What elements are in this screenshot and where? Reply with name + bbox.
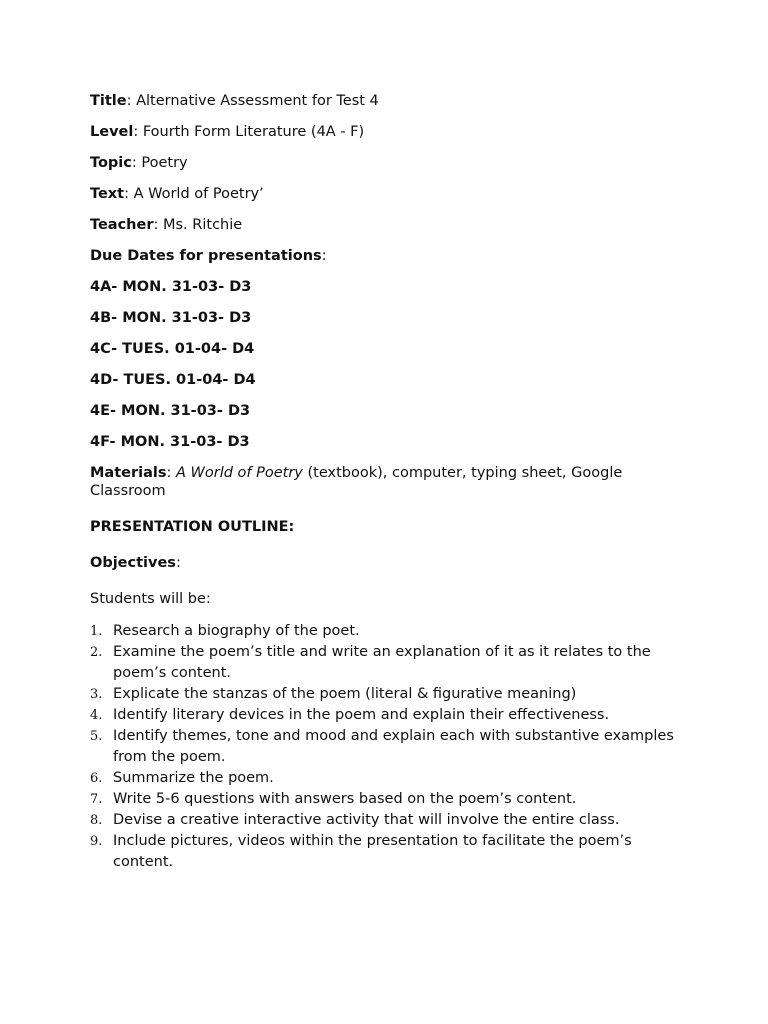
materials-label: Materials — [90, 465, 167, 481]
due-date-text: 4C- TUES. 01-04- D4 — [90, 341, 255, 357]
due-dates-list — [90, 278, 690, 451]
due-date-4c — [90, 340, 690, 358]
presentation-outline-heading: PRESENTATION OUTLINE: — [90, 519, 295, 535]
due-date-text: 4F- MON. 31-03- D3 — [90, 434, 250, 450]
teacher-value: : Ms. Ritchie — [153, 217, 243, 233]
list-item-number: 4. — [90, 708, 103, 723]
objectives-list — [90, 621, 690, 873]
list-item-number: 8. — [90, 813, 103, 828]
objectives-lead: Students will be: — [90, 591, 211, 607]
list-item-number: 3. — [90, 687, 103, 702]
list-item-text: Explicate the stanzas of the poem (literal & figurative meaning) — [113, 686, 577, 702]
list-item — [90, 621, 690, 642]
due-dates-heading — [90, 247, 690, 265]
teacher-label: Teacher — [90, 217, 154, 233]
list-item-number: 9. — [90, 834, 103, 849]
title-value: : Alternative Assessment for Test 4 — [126, 93, 379, 109]
list-item — [90, 705, 690, 726]
materials-list: (textbook), computer, typing sheet, Google Classroom — [90, 465, 623, 499]
materials-sep: : — [166, 465, 176, 481]
objectives-heading — [90, 554, 690, 572]
objectives-label: Objectives — [90, 555, 176, 571]
list-item-number: 6. — [90, 771, 103, 786]
list-item-number: 2. — [90, 645, 103, 660]
list-item-number: 1. — [90, 624, 103, 639]
due-date-text: 4A- MON. 31-03- D3 — [90, 279, 252, 295]
list-item-text: Examine the poem’s title and write an explanation of it as it relates to the poem’s content. — [113, 644, 651, 681]
list-item — [90, 789, 690, 810]
topic-label: Topic — [90, 155, 132, 171]
due-date-4d — [90, 371, 690, 389]
level-value: : Fourth Form Literature (4A - F) — [133, 124, 365, 140]
level-field — [90, 123, 690, 141]
text-label: Text — [90, 186, 125, 202]
list-item-text: Devise a creative interactive activity that will involve the entire class. — [113, 812, 620, 828]
due-date-4e — [90, 402, 690, 420]
list-item-number: 5. — [90, 729, 103, 744]
list-item — [90, 642, 690, 684]
text-field — [90, 185, 690, 203]
list-item-text: Research a biography of the poet. — [113, 623, 360, 639]
topic-field — [90, 154, 690, 172]
due-date-4f — [90, 433, 690, 451]
title-field — [90, 92, 690, 110]
objectives-sep: : — [175, 555, 181, 571]
list-item — [90, 768, 690, 789]
level-label: Level — [90, 124, 134, 140]
due-date-4b — [90, 309, 690, 327]
list-item-text: Identify themes, tone and mood and explain each with substantive examples from the poem. — [113, 728, 674, 765]
due-date-text: 4B- MON. 31-03- D3 — [90, 310, 252, 326]
list-item — [90, 810, 690, 831]
list-item-text: Summarize the poem. — [113, 770, 274, 786]
list-item — [90, 831, 690, 873]
due-date-text: 4E- MON. 31-03- D3 — [90, 403, 251, 419]
due-dates-sep: : — [321, 248, 327, 264]
teacher-field — [90, 216, 690, 234]
list-item-text: Include pictures, videos within the presentation to facilitate the poem’s content. — [113, 833, 632, 870]
document-body — [90, 92, 690, 873]
list-item-text: Identify literary devices in the poem and explain their effectiveness. — [113, 707, 610, 723]
materials-textbook-title: A World of Poetry — [176, 465, 303, 481]
title-label: Title — [90, 93, 127, 109]
materials-field — [90, 464, 690, 500]
list-item-number: 7. — [90, 792, 103, 807]
due-date-4a — [90, 278, 690, 296]
list-item — [90, 726, 690, 768]
due-date-text: 4D- TUES. 01-04- D4 — [90, 372, 256, 388]
text-value: : A World of Poetry’ — [124, 186, 264, 202]
list-item — [90, 684, 690, 705]
due-dates-label: Due Dates for presentations — [90, 248, 322, 264]
topic-value: : Poetry — [131, 155, 188, 171]
list-item-text: Write 5-6 questions with answers based on the poem’s content. — [113, 791, 577, 807]
